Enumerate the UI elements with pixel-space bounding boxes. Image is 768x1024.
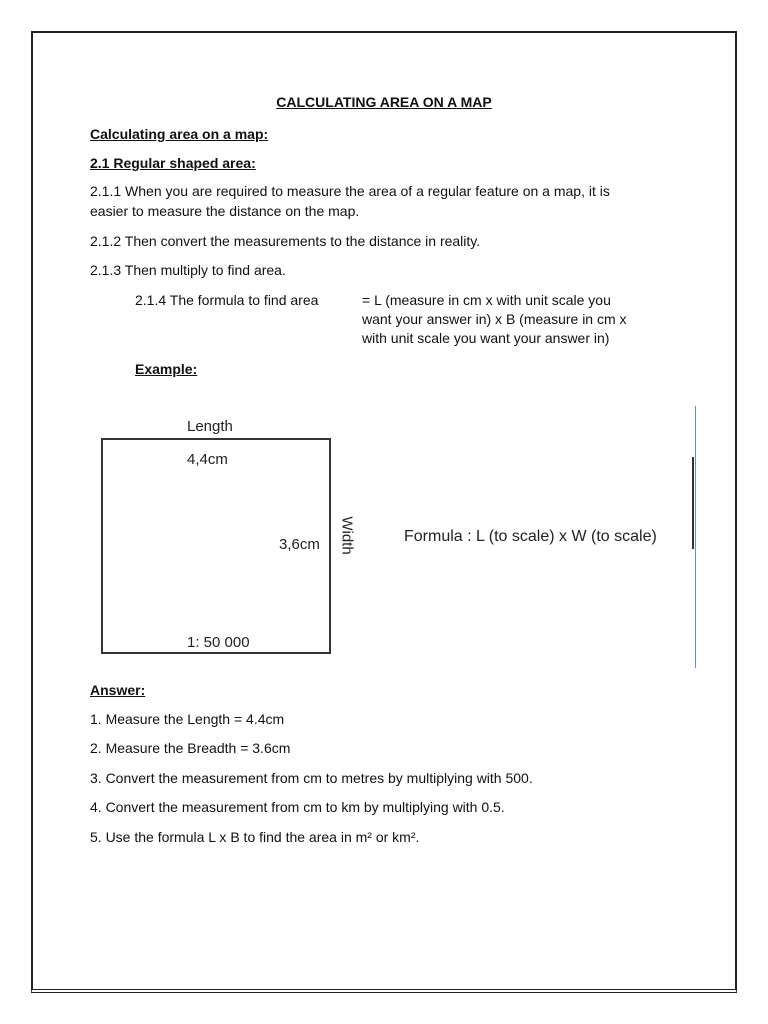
- formula-label: Formula : L (to scale) x W (to scale): [404, 528, 657, 545]
- page-title: CALCULATING AREA ON A MAP: [276, 94, 492, 110]
- width-value: 3,6cm: [279, 536, 320, 553]
- formula-line2: want your answer in) x B (measure in cm x: [362, 311, 627, 327]
- subsection-heading: 2.1 Regular shaped area:: [90, 155, 256, 171]
- answer-item: 2. Measure the Breadth = 3.6cm: [90, 740, 291, 756]
- width-label: Width: [338, 516, 356, 555]
- step-2-1-1-line1: 2.1.1 When you are required to measure the area of a regular feature on a map, it is: [90, 183, 610, 199]
- answer-item: 4. Convert the measurement from cm to km by multiplying with 0.5.: [90, 799, 505, 815]
- section-heading: Calculating area on a map:: [90, 126, 269, 142]
- length-value: 4,4cm: [187, 451, 228, 468]
- answer-item: 5. Use the formula L x B to find the area in m² or km².: [90, 829, 420, 845]
- answer-heading: Answer:: [90, 682, 146, 698]
- scale-label: 1: 50 000: [187, 634, 250, 651]
- formula-line1: = L (measure in cm x with unit scale you: [362, 292, 611, 308]
- answer-item: 1. Measure the Length = 4.4cm: [90, 711, 285, 727]
- step-2-1-3: 2.1.3 Then multiply to find area.: [90, 262, 286, 278]
- example-heading: Example:: [135, 361, 198, 377]
- length-label: Length: [187, 418, 233, 435]
- step-2-1-1-line2: easier to measure the distance on the map.: [90, 203, 360, 219]
- formula-line3: with unit scale you want your answer in): [362, 330, 610, 346]
- step-2-1-4-label: 2.1.4 The formula to find area: [135, 292, 319, 308]
- margin-bar: [692, 457, 694, 549]
- step-2-1-2: 2.1.2 Then convert the measurements to the distance in reality.: [90, 233, 481, 249]
- margin-line: [695, 406, 696, 668]
- answer-item: 3. Convert the measurement from cm to metres by multiplying with 500.: [90, 770, 533, 786]
